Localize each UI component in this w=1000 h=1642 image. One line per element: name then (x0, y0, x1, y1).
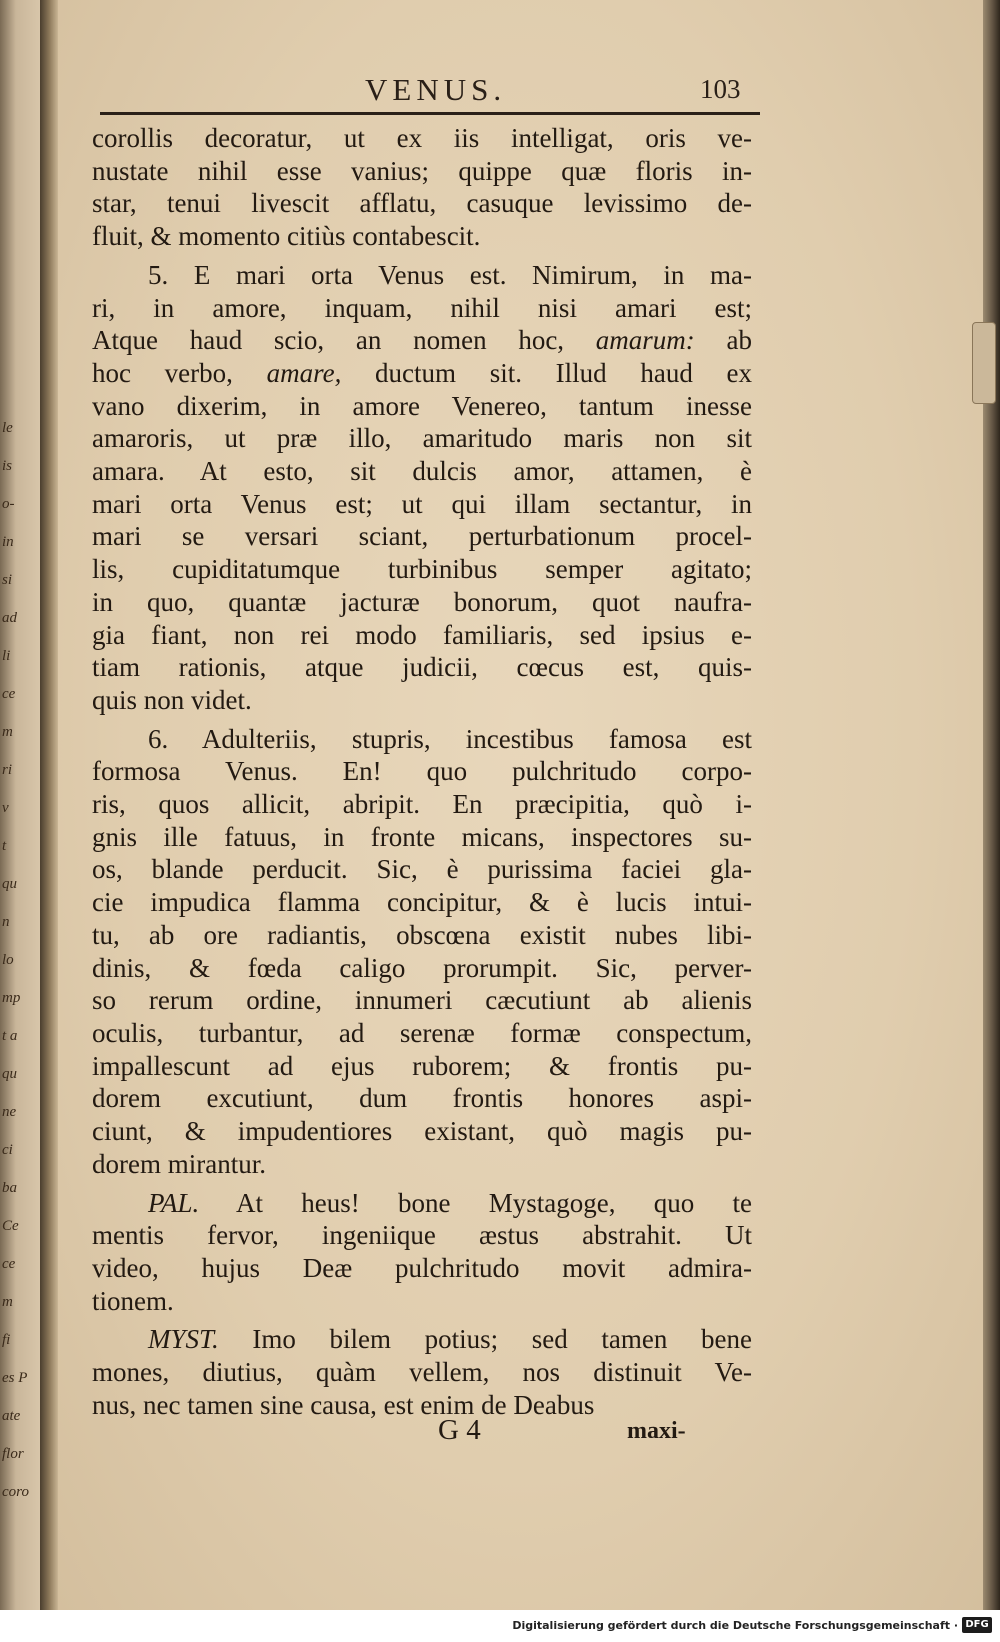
facing-page-fragment: qu (2, 1066, 17, 1082)
facing-page-edge (0, 0, 40, 1610)
paragraph (92, 723, 752, 1181)
page-number: 103 (700, 74, 741, 104)
text-line: gia fiant, non rei modo familiaris, sed ipsius e- (92, 619, 752, 650)
text-line: tiam rationis, atque judicii, cœcus est, quis- (92, 652, 752, 683)
text-line: mari se versari sciant, perturbationum procel- (92, 521, 752, 552)
text-line: nus, nec tamen sine causa, est enim de Deabus (92, 1389, 595, 1420)
facing-page-fragment: flor (2, 1446, 24, 1462)
signature-mark: G 4 (438, 1414, 481, 1446)
facing-page-fragment: li (2, 648, 11, 664)
facing-page-fragment: v (2, 800, 9, 816)
text-line: mentis fervor, ingeniique æstus abstrahit. Ut (92, 1220, 752, 1251)
facing-page-fragment: ate (2, 1408, 21, 1424)
facing-page-fragment: m (2, 1294, 13, 1310)
text-line: tionem. (92, 1285, 174, 1316)
paragraph (92, 122, 752, 253)
text-line: impallescunt ad ejus ruborem; & frontis pu- (92, 1050, 752, 1081)
book-gutter (40, 0, 58, 1610)
facing-page-fragment: ad (2, 610, 17, 626)
text-line: MYST. Imo bilem potius; sed tamen bene (148, 1324, 752, 1355)
facing-page-fragment: Ce (2, 1218, 19, 1234)
facing-page-fragment: si (2, 572, 13, 588)
text-line: tu, ab ore radiantis, obscœna existit nubes libi- (92, 919, 752, 950)
facing-page-fragment: es P (2, 1370, 28, 1386)
text-line: cie impudica flamma concipitur, & è lucis intui- (92, 887, 752, 918)
text-line: corollis decoratur, ut ex iis intelligat, oris ve- (92, 123, 752, 153)
text-line: Atque haud scio, an nomen hoc, amarum: ab (92, 325, 752, 356)
text-line: star, tenui livescit afflatu, casuque levissimo de- (92, 188, 752, 219)
text-line: dorem excutiunt, dum frontis honores aspi- (92, 1083, 752, 1114)
facing-page-fragment: t a (2, 1028, 18, 1044)
text-line: os, blande perducit. Sic, è purissima faciei gla- (92, 854, 752, 885)
page-tab-marker (972, 322, 996, 404)
facing-page-fragment: ce (2, 686, 16, 702)
facing-page-fragment: ce (2, 1256, 16, 1272)
text-line: PAL. At heus! bone Mystagoge, quo te (148, 1187, 752, 1218)
facing-page-fragment: fi (2, 1332, 11, 1348)
text-line: ris, quos allicit, abripit. En præcipitia, quò i- (92, 789, 752, 820)
text-line: dinis, & fœda caligo prorumpit. Sic, perver- (92, 952, 752, 983)
text-line: amaroris, ut præ illo, amaritudo maris non sit (92, 423, 752, 454)
text-line: ri, in amore, inquam, nihil nisi amari est; (92, 292, 752, 323)
running-head (95, 72, 785, 112)
facing-page-fragment: ri (2, 762, 13, 778)
facing-page-fragment: ci (2, 1142, 13, 1158)
text-line: vano dixerim, in amore Venereo, tantum inesse (92, 390, 752, 421)
facing-page-fragment: is (2, 458, 13, 474)
facing-page-fragment: ne (2, 1104, 17, 1120)
text-line: oculis, turbantur, ad serenæ formæ conspectum, (92, 1017, 752, 1048)
facing-page-fragment: m (2, 724, 13, 740)
header-rule (100, 112, 760, 115)
text-line: hoc verbo, amare, ductum sit. Illud haud ex (92, 357, 752, 388)
text-line: 5. E mari orta Venus est. Nimirum, in ma- (148, 259, 752, 290)
running-title: VENUS. (365, 72, 507, 107)
facing-page-fragment: ba (2, 1180, 17, 1196)
facing-page-fragment: mp (2, 990, 21, 1006)
facing-page-fragment: le (2, 420, 13, 436)
text-line: dorem mirantur. (92, 1148, 266, 1179)
credit-text: Digitalisierung gefördert durch die Deutsche Forschungsgemeinschaft · (512, 1619, 958, 1632)
text-line: gnis ille fatuus, in fronte micans, inspectores su- (92, 821, 752, 852)
facing-page-fragment: o- (2, 496, 15, 512)
dfg-logo: DFG (962, 1617, 992, 1633)
text-line: nustate nihil esse vanius; quippe quæ floris in- (92, 155, 752, 186)
facing-page-fragment: t (2, 838, 7, 854)
text-line: in quo, quantæ jacturæ bonorum, quot naufra- (92, 586, 752, 617)
text-line: 6. Adulteriis, stupris, incestibus famosa est (148, 723, 752, 754)
page-edge-shadow (983, 0, 1000, 1610)
page-footer (0, 1414, 1000, 1454)
text-line: ciunt, & impudentiores existant, quò magis pu- (92, 1116, 752, 1147)
text-line: mones, diutius, quàm vellem, nos distinuit Ve- (92, 1357, 752, 1388)
text-line: mari orta Venus est; ut qui illam sectantur, in (92, 488, 752, 519)
catchword: maxi- (627, 1418, 686, 1444)
text-line: fluit, & momento citiùs contabescit. (92, 221, 481, 252)
facing-page-fragment: lo (2, 952, 14, 968)
text-line: lis, cupiditatumque turbinibus semper agitato; (92, 554, 752, 585)
paragraph (92, 1187, 752, 1318)
facing-page-fragment: in (2, 534, 14, 550)
facing-page-fragment: qu (2, 876, 17, 892)
facing-page-fragment: coro (2, 1484, 29, 1500)
text-line: amara. At esto, sit dulcis amor, attamen, è (92, 456, 752, 487)
text-line: so rerum ordine, innumeri cæcutiunt ab alienis (92, 985, 752, 1016)
text-line: quis non videt. (92, 684, 252, 715)
body-text (92, 122, 752, 1421)
paragraph (92, 1323, 752, 1421)
text-line: formosa Venus. En! quo pulchritudo corpo- (92, 756, 752, 787)
paragraph (92, 259, 752, 717)
facing-page-fragment: n (2, 914, 10, 930)
text-line: video, hujus Deæ pulchritudo movit admira- (92, 1252, 752, 1283)
digitization-credit-bar (0, 1610, 1000, 1642)
